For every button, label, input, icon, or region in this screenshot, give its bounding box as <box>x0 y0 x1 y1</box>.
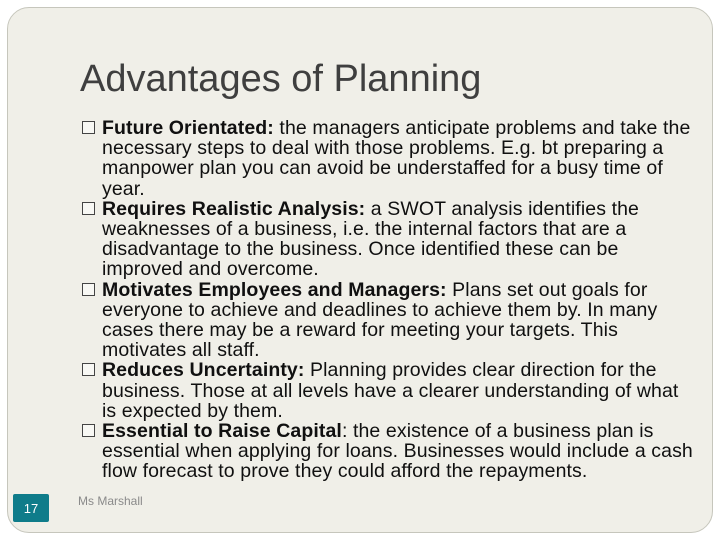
bullet-heading: Future Orientated: <box>102 117 274 139</box>
checkbox-bullet-icon <box>82 424 95 437</box>
bullet-text: Plans set out goals for everyone to achieve and deadlines to achieve them by. In many cases there may be a reward for meeting your targets. This motivates all staff. <box>102 278 658 362</box>
bullet-list <box>80 118 694 482</box>
checkbox-bullet-icon <box>82 363 95 376</box>
footer-author: Ms Marshall <box>78 494 143 508</box>
bullet-text: : the existence of a business plan is essential when applying for loans. Businesses would include a cash flow forecast to prove they could afford the repayments. <box>102 420 693 483</box>
bullet-heading: Motivates Employees and Managers: <box>102 278 447 301</box>
slide-number-badge: 17 <box>13 494 49 522</box>
bullet-motivates <box>80 280 694 361</box>
bullet-heading: Essential to Raise Capital <box>102 420 342 443</box>
bullet-reduces-uncertainty <box>80 360 694 421</box>
checkbox-bullet-icon <box>82 202 95 215</box>
slide-title: Advantages of Planning <box>80 58 482 100</box>
bullet-heading: Reduces Uncertainty: <box>102 359 305 382</box>
checkbox-bullet-icon <box>82 283 95 296</box>
bullet-raise-capital <box>80 421 694 482</box>
bullet-realistic-analysis <box>80 199 694 280</box>
checkbox-bullet-icon <box>82 121 95 134</box>
bullet-text: Planning provides clear direction for the business. Those at all levels have a clearer understanding of what is expected by them. <box>102 359 679 422</box>
bullet-text: the managers anticipate problems and take the necessary steps to deal with those problems. E.g. bt preparing a manpower plan you can avoid be understaffed for a busy time of year. <box>102 117 691 200</box>
bullet-text: a SWOT analysis identifies the weaknesses of a business, i.e. the internal factors that are a disadvantage to the business. Once identified these can be improved and overcome. <box>102 197 639 281</box>
bullet-heading: Requires Realistic Analysis: <box>102 197 366 220</box>
bullet-future-orientated <box>80 118 694 199</box>
